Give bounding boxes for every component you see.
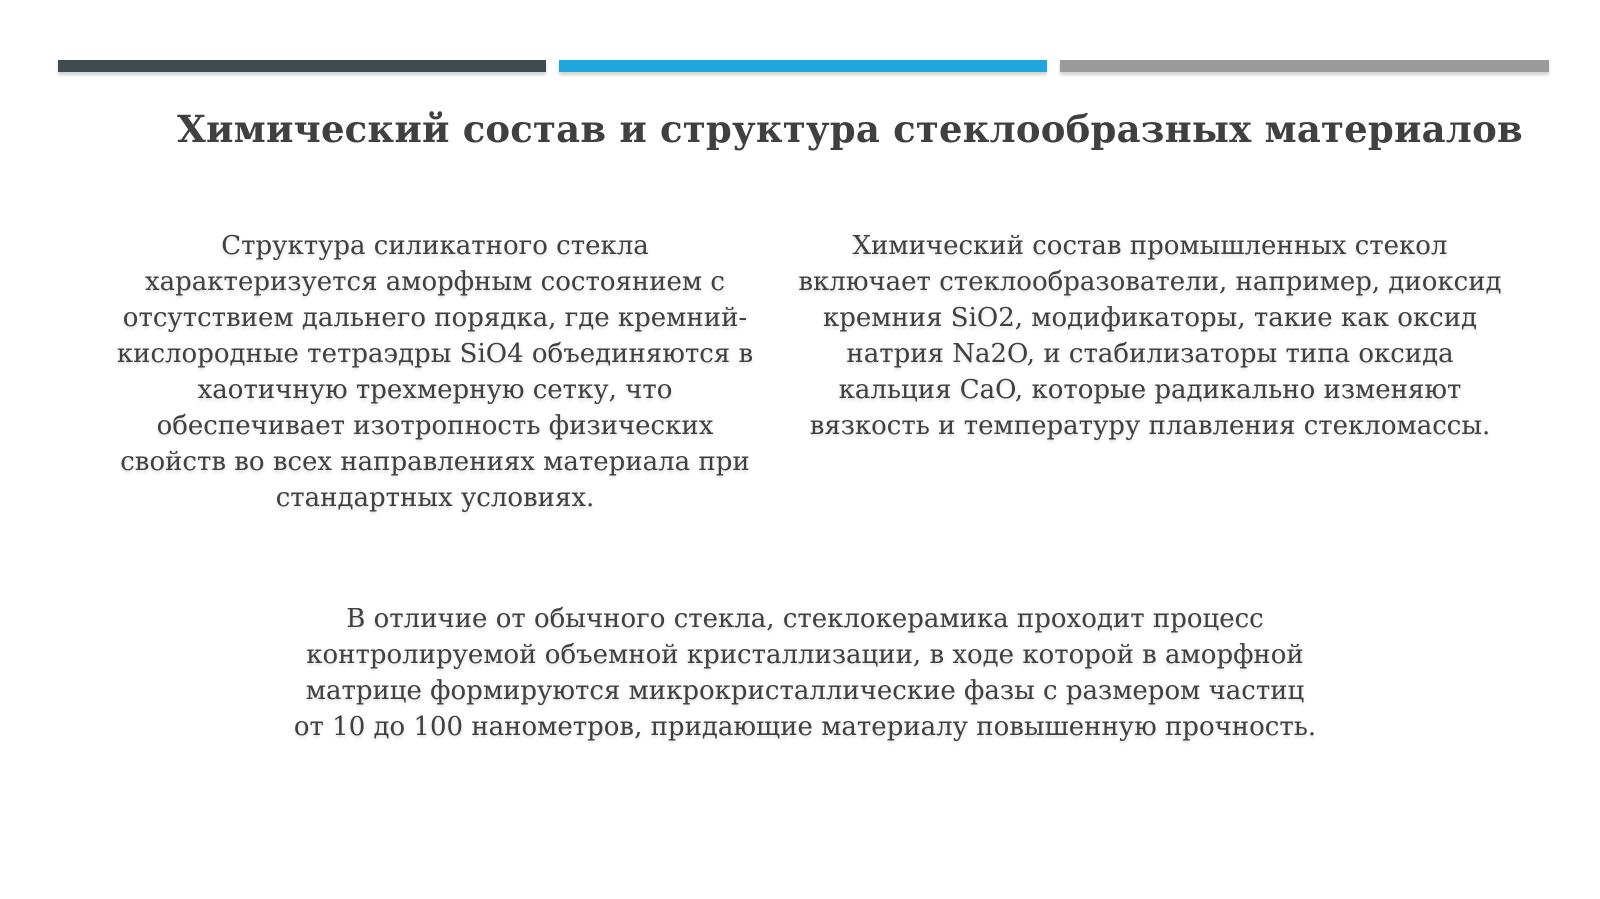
accent-bar-gray (1060, 60, 1549, 72)
bottom-paragraph: В отличие от обычного стекла, стеклокерамика проходит процесс контролируемой объемной кристаллизации, в ходе которой в аморфной матрице формируются микрокристаллические фазы с размером частиц от 10 до 100 нанометров, придающие материалу повышенную прочность. (293, 604, 1317, 742)
right-paragraph: Химический состав промышленных стекол включает стеклообразователи, например, диоксид кремния SiO2, модификаторы, такие как оксид натрия Na2O, и стабилизаторы типа оксида кальция CaO, которые радикально изменяют вязкость и температуру плавления стекломассы. (798, 231, 1502, 441)
slide-title: Химический состав и структура стеклообразных материалов (177, 107, 1523, 151)
left-paragraph: Структура силикатного стекла характеризуется аморфным состоянием с отсутствием дальнего порядка, где кремний-кислородные тетраэдры SiO4 объединяются в хаотичную трехмерную сетку, что обеспечивает изотропность физических свойств во всех направлениях материала при стандартных условиях. (116, 231, 754, 513)
accent-bar-dark (58, 60, 546, 72)
accent-bar-blue (559, 60, 1047, 72)
